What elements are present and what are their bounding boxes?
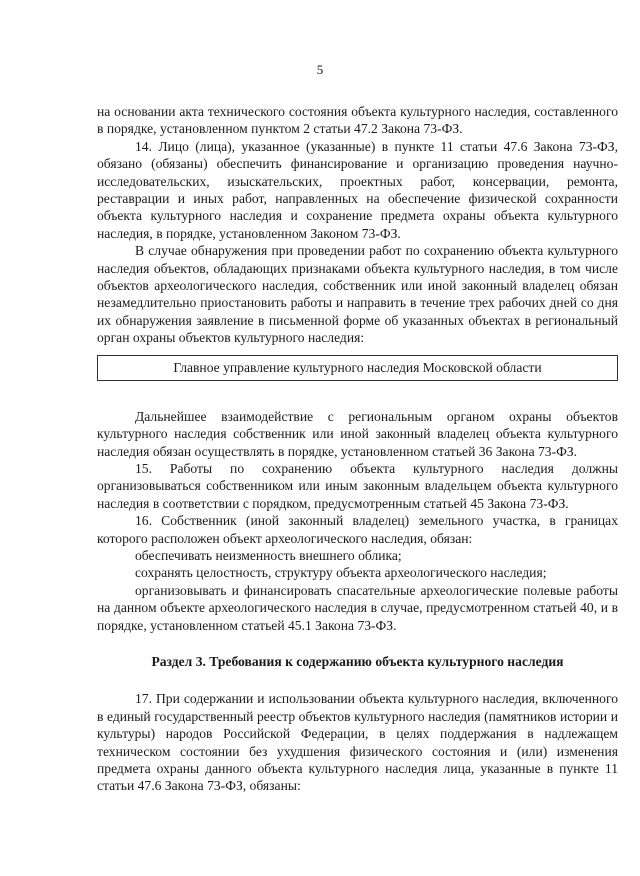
list-item-appearance: обеспечивать неизменность внешнего облика;	[135, 547, 402, 563]
list-item-rescue-works: организовывать и финансировать спасательные археологические полевые работы на данном объекте археологического наследия в случае, предусмотренном статьей 40, и в порядке, установленном статьей 45.1 Закона 73-ФЗ.	[97, 582, 618, 633]
paragraph-15: 15. Работы по сохранению объекта культурного наследия должны организовываться собственником или иным законным владельцем объекта культурного наследия в соответствии с порядком, предусмотренным статьей 45 Закона 73-ФЗ.	[97, 460, 618, 511]
paragraph-14: 14. Лицо (лица), указанное (указанные) в пункте 11 статьи 47.6 Закона 73-ФЗ, обязано (обязаны) обеспечить финансирование и организацию проведения научно-исследовательских, изыскательских, проектных работ, консервации, ремонта, реставрации и иных работ, направленных на обеспечение физической сохранности объекта культурного наследия и сохранение предмета охраны объекта культурного наследия, в порядке, установленном Законом 73-ФЗ.	[97, 138, 618, 241]
paragraph-17: 17. При содержании и использовании объекта культурного наследия, включенного в единый государственный реестр объектов культурного наследия (памятников истории и культуры) народов Российской Федерации, в целях поддержания в надлежащем техническом состоянии без ухудшения физического состояния и (или) изменения предмета охраны данного объекта культурного наследия лица, указанные в пункте 11 статьи 47.6 Закона 73-ФЗ, обязаны:	[97, 691, 618, 794]
document-body	[97, 103, 618, 795]
paragraph-discovery: В случае обнаружения при проведении работ по сохранению объекта культурного наследия объектов, обладающих признаками объекта культурного наследия, в том числе объектов археологического наследия, собственник или иной законный владелец обязан незамедлительно приостановить работы и направить в течение трех рабочих дней со дня их обнаружения заявление в письменной форме об указанных объектах в региональный орган охраны объектов культурного наследия:	[97, 243, 618, 346]
page-number: 5	[316, 62, 324, 77]
section-heading: Раздел 3. Требования к содержанию объекта культурного наследия	[151, 653, 564, 669]
spacer	[97, 381, 618, 408]
paragraph-continuation: на основании акта технического состояния объекта культурного наследия, составленного в порядке, установленном пунктом 2 статьи 47.2 Закона 73-ФЗ.	[97, 104, 618, 137]
paragraph-16: 16. Собственник (иной законный владелец) земельного участка, в границах которого расположен объект археологического наследия, обязан:	[97, 513, 618, 546]
list-item-integrity: сохранять целостность, структуру объекта археологического наследия;	[135, 565, 547, 581]
authority-box: Главное управление культурного наследия Московской области	[97, 355, 618, 381]
paragraph-interaction: Дальнейшее взаимодействие с региональным органом охраны объектов культурного наследия собственник или иной законный владелец объекта культурного наследия обязан осуществлять в порядке, установленном статьей 36 Закона 73-ФЗ.	[97, 408, 618, 459]
